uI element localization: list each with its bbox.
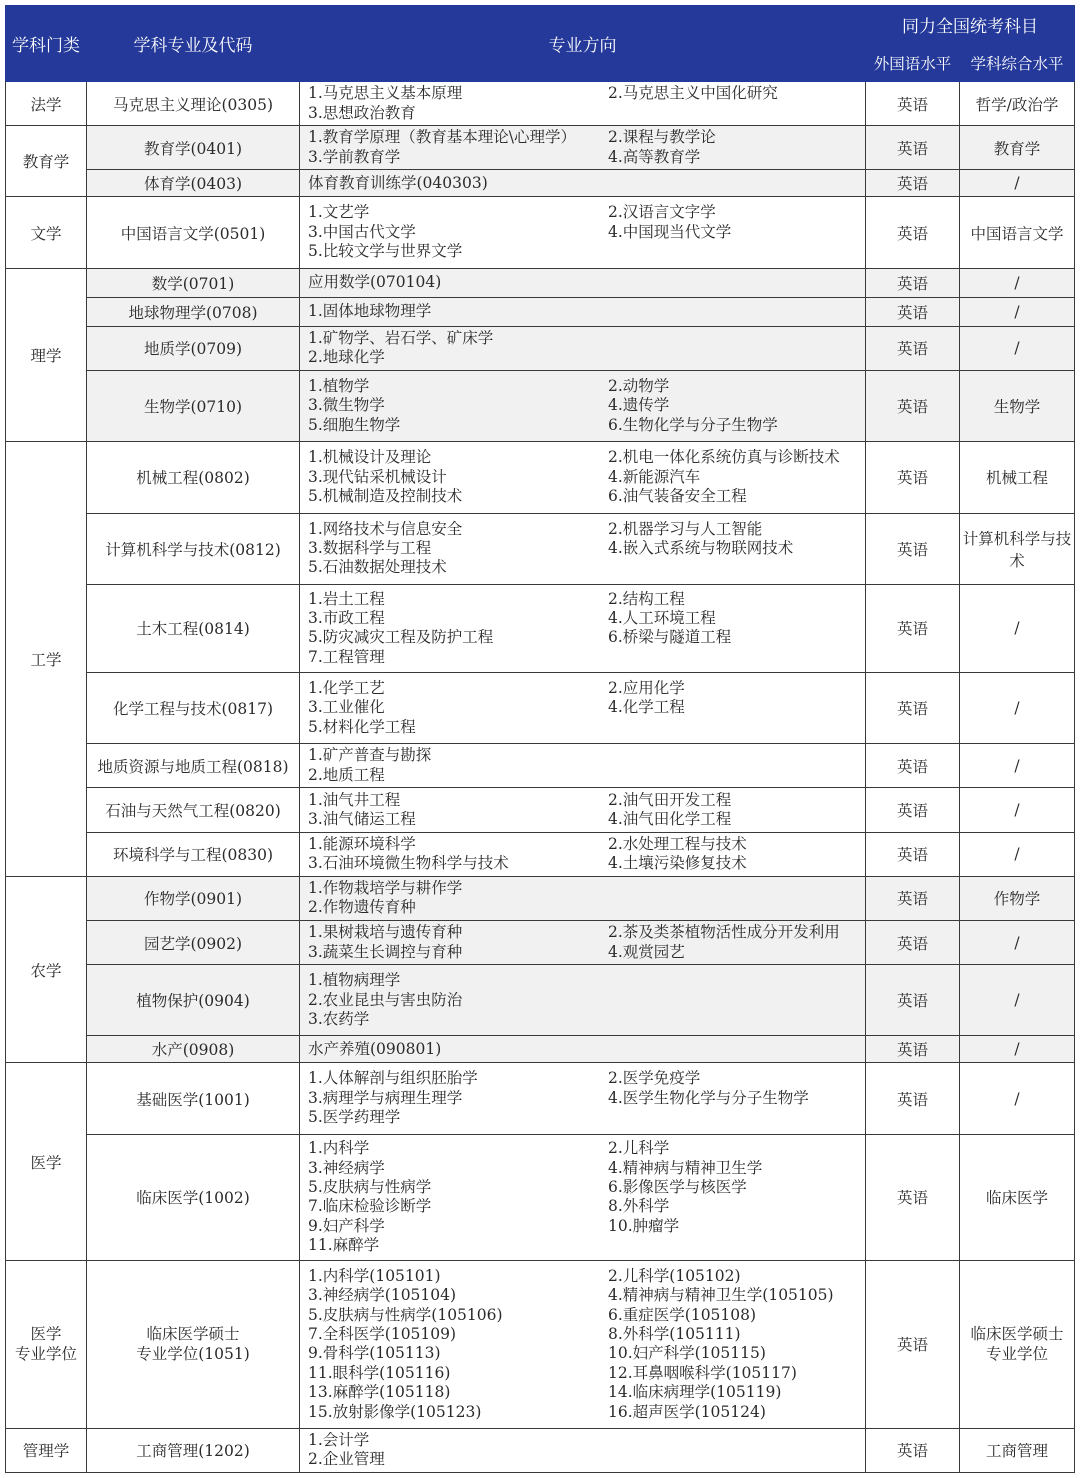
major-cell: 中国语言文学(0501) <box>87 197 300 268</box>
direction-item: 水产养殖(090801) <box>308 1039 442 1058</box>
major-cell <box>87 1261 300 1429</box>
direction-item: 6.影像医学与核医学 <box>608 1178 747 1196</box>
direction-item: 10.肿瘤学 <box>608 1216 680 1235</box>
general-level-cell: / <box>960 920 1075 964</box>
general-line: 专业学位 <box>985 1345 1048 1364</box>
category-cell: 理学 <box>6 268 87 442</box>
foreign-language-cell: 英语 <box>866 82 960 126</box>
direction-item: 3.农药学 <box>308 1009 370 1028</box>
header-general-level: 学科综合水平 <box>960 44 1075 82</box>
direction-cell <box>300 920 866 964</box>
direction-item: 3.学前教育学 <box>308 147 401 166</box>
direction-item: 3.蔬菜生长调控与育种 <box>308 942 463 961</box>
direction-item: 2.应用化学 <box>608 679 685 698</box>
direction-item: 12.耳鼻咽喉科学(105117) <box>608 1363 797 1382</box>
direction-item: 1.果树栽培与遗传育种 <box>308 923 463 942</box>
general-level-cell: 教育学 <box>960 126 1075 170</box>
major-cell: 地质资源与地质工程(0818) <box>87 744 300 788</box>
direction-item: 2.地球化学 <box>308 348 385 367</box>
table-row <box>6 442 1075 513</box>
foreign-language-cell: 英语 <box>866 268 960 297</box>
major-cell: 土木工程(0814) <box>87 584 300 672</box>
foreign-language-cell: 英语 <box>866 584 960 672</box>
direction-item: 1.矿物学、岩石学、矿床学 <box>308 329 494 348</box>
direction-item: 应用数学(070104) <box>308 273 442 291</box>
direction-item: 6.油气装备安全工程 <box>608 487 747 506</box>
foreign-language-cell: 英语 <box>866 965 960 1036</box>
direction-item: 2.油气田开发工程 <box>608 790 732 809</box>
general-level-cell: 临床医学 <box>960 1134 1075 1260</box>
general-level-cell: 哲学/政治学 <box>960 82 1075 126</box>
direction-item: 3.数据科学与工程 <box>308 538 432 557</box>
direction-item: 3.中国古代文学 <box>308 222 416 241</box>
direction-cell <box>300 788 866 832</box>
direction-item: 4.中国现当代文学 <box>608 222 732 241</box>
direction-item: 1.网络技术与信息安全 <box>308 519 463 538</box>
major-cell: 生物学(0710) <box>87 371 300 442</box>
direction-item: 1.文艺学 <box>308 203 370 222</box>
direction-item: 4.观赏园艺 <box>608 942 685 961</box>
foreign-language-cell: 英语 <box>866 371 960 442</box>
major-cell: 地球物理学(0708) <box>87 297 300 326</box>
foreign-language-cell: 英语 <box>866 170 960 197</box>
foreign-language-cell: 英语 <box>866 442 960 513</box>
direction-item: 15.放射影像学(105123) <box>308 1402 482 1421</box>
direction-item: 3.神经病学 <box>308 1158 385 1177</box>
direction-item: 3.现代钻采机械设计 <box>308 467 447 486</box>
direction-item: 3.思想政治教育 <box>308 103 416 122</box>
foreign-language-cell: 英语 <box>866 744 960 788</box>
table-row <box>6 126 1075 170</box>
direction-item: 9.骨科学(105113) <box>308 1344 441 1363</box>
direction-item: 2.马克思主义中国化研究 <box>608 84 778 103</box>
general-level-cell: / <box>960 832 1075 876</box>
general-level-cell <box>960 1261 1075 1429</box>
general-level-cell: / <box>960 268 1075 297</box>
direction-item: 16.超声医学(105124) <box>608 1402 766 1421</box>
direction-item: 2.茶及类茶植物活性成分开发利用 <box>608 923 840 942</box>
major-cell: 环境科学与工程(0830) <box>87 832 300 876</box>
general-level-cell: 生物学 <box>960 371 1075 442</box>
category-cell: 工学 <box>6 442 87 877</box>
direction-cell <box>300 326 866 370</box>
major-cell: 地质学(0709) <box>87 326 300 370</box>
direction-item: 4.土壤污染修复技术 <box>608 854 747 873</box>
category-cell: 法学 <box>6 82 87 126</box>
direction-cell <box>300 1428 866 1472</box>
foreign-language-cell: 英语 <box>866 513 960 584</box>
direction-item: 2.医学免疫学 <box>608 1069 701 1088</box>
direction-cell <box>300 965 866 1036</box>
category-cell: 教育学 <box>6 126 87 197</box>
major-cell: 数学(0701) <box>87 268 300 297</box>
direction-item: 1.植物学 <box>308 377 370 396</box>
direction-cell <box>300 513 866 584</box>
direction-item: 1.内科学(105101) <box>308 1266 441 1285</box>
direction-cell <box>300 876 866 920</box>
direction-item: 2.儿科学(105102) <box>608 1266 741 1285</box>
direction-item: 1.化学工艺 <box>308 679 385 698</box>
subject-table <box>5 5 1075 1473</box>
header-major: 学科专业及代码 <box>87 6 300 82</box>
table-row <box>6 1063 1075 1134</box>
direction-cell <box>300 442 866 513</box>
direction-item: 6.生物化学与分子生物学 <box>608 415 778 434</box>
direction-item: 4.新能源汽车 <box>608 467 701 486</box>
category-cell: 医学 <box>6 1063 87 1261</box>
general-line: 临床医学硕士 <box>970 1325 1064 1344</box>
direction-cell <box>300 197 866 268</box>
direction-cell <box>300 744 866 788</box>
major-cell: 机械工程(0802) <box>87 442 300 513</box>
direction-item: 2.儿科学 <box>608 1139 670 1158</box>
foreign-language-cell: 英语 <box>866 832 960 876</box>
direction-cell <box>300 1036 866 1063</box>
category-cell <box>6 1261 87 1429</box>
direction-cell <box>300 268 866 297</box>
foreign-language-cell: 英语 <box>866 788 960 832</box>
direction-item: 5.材料化学工程 <box>308 717 416 736</box>
direction-item: 5.石油数据处理技术 <box>308 558 447 577</box>
table-row <box>6 1036 1075 1063</box>
direction-item: 1.教育学原理（教育基本理论\心理学） <box>308 128 577 147</box>
direction-item: 7.全科医学(105109) <box>308 1325 457 1344</box>
general-level-cell: / <box>960 673 1075 744</box>
direction-cell <box>300 297 866 326</box>
foreign-language-cell: 英语 <box>866 297 960 326</box>
table-row <box>6 876 1075 920</box>
direction-cell <box>300 673 866 744</box>
foreign-language-cell: 英语 <box>866 876 960 920</box>
direction-item: 1.能源环境科学 <box>308 834 416 853</box>
major-line: 临床医学硕士 <box>146 1325 240 1344</box>
direction-item: 2.机器学习与人工智能 <box>608 519 763 538</box>
direction-item: 3.工业催化 <box>308 698 385 717</box>
table-row <box>6 268 1075 297</box>
direction-item: 5.机械制造及控制技术 <box>308 487 463 506</box>
direction-item: 5.细胞生物学 <box>308 415 401 434</box>
general-level-cell: 计算机科学与技术 <box>960 513 1075 584</box>
direction-item: 4.遗传学 <box>608 396 670 415</box>
foreign-language-cell: 英语 <box>866 920 960 964</box>
direction-cell <box>300 1261 866 1429</box>
table-row <box>6 920 1075 964</box>
header-direction: 专业方向 <box>300 6 866 82</box>
direction-item: 7.临床检验诊断学 <box>308 1197 432 1216</box>
general-level-cell: 作物学 <box>960 876 1075 920</box>
table-row <box>6 584 1075 672</box>
foreign-language-cell: 英语 <box>866 326 960 370</box>
direction-cell <box>300 832 866 876</box>
major-cell: 体育学(0403) <box>87 170 300 197</box>
direction-item: 1.机械设计及理论 <box>308 448 432 467</box>
major-cell: 植物保护(0904) <box>87 965 300 1036</box>
direction-item: 3.病理学与病理生理学 <box>308 1088 463 1107</box>
direction-cell <box>300 1134 866 1260</box>
table-row <box>6 1134 1075 1260</box>
direction-item: 2.动物学 <box>608 377 670 396</box>
direction-item: 2.机电一体化系统仿真与诊断技术 <box>608 448 840 467</box>
category-line: 专业学位 <box>14 1345 77 1364</box>
table-row <box>6 82 1075 126</box>
general-level-cell: / <box>960 326 1075 370</box>
header-foreign-language: 外国语水平 <box>866 44 960 82</box>
direction-item: 11.麻醉学 <box>308 1236 380 1255</box>
direction-item: 3.神经病学(105104) <box>308 1286 457 1305</box>
direction-item: 10.妇产科学(105115) <box>608 1344 766 1363</box>
direction-item: 2.水处理工程与技术 <box>608 834 747 853</box>
direction-item: 5.皮肤病与性病学 <box>308 1178 432 1196</box>
direction-item: 1.人体解剖与组织胚胎学 <box>308 1069 478 1088</box>
table-row <box>6 1261 1075 1429</box>
major-cell: 马克思主义理论(0305) <box>87 82 300 126</box>
direction-cell <box>300 371 866 442</box>
direction-item: 5.防灾减灾工程及防护工程 <box>308 628 494 647</box>
major-cell: 化学工程与技术(0817) <box>87 673 300 744</box>
foreign-language-cell: 英语 <box>866 1036 960 1063</box>
direction-cell <box>300 82 866 126</box>
direction-item: 1.岩土工程 <box>308 589 385 608</box>
major-cell: 园艺学(0902) <box>87 920 300 964</box>
direction-item: 14.临床病理学(105119) <box>608 1383 782 1402</box>
direction-item: 2.企业管理 <box>308 1450 385 1469</box>
general-level-cell: / <box>960 170 1075 197</box>
foreign-language-cell: 英语 <box>866 673 960 744</box>
table-row <box>6 326 1075 370</box>
general-level-cell: 机械工程 <box>960 442 1075 513</box>
direction-item: 4.油气田化学工程 <box>608 810 732 829</box>
major-cell: 作物学(0901) <box>87 876 300 920</box>
category-cell: 农学 <box>6 876 87 1063</box>
direction-item: 体育教育训练学(040303) <box>308 173 488 192</box>
table-row <box>6 513 1075 584</box>
direction-item: 8.外科学(105111) <box>608 1325 741 1344</box>
direction-item: 5.皮肤病与性病学(105106) <box>308 1305 503 1324</box>
direction-item: 1.会计学 <box>308 1430 370 1449</box>
table-row <box>6 965 1075 1036</box>
category-cell: 管理学 <box>6 1428 87 1472</box>
direction-item: 7.工程管理 <box>308 647 385 666</box>
major-cell: 石油与天然气工程(0820) <box>87 788 300 832</box>
foreign-language-cell: 英语 <box>866 1428 960 1472</box>
direction-item: 4.医学生物化学与分子生物学 <box>608 1088 809 1107</box>
direction-item: 3.油气储运工程 <box>308 810 416 829</box>
foreign-language-cell: 英语 <box>866 1261 960 1429</box>
general-level-cell: 中国语言文学 <box>960 197 1075 268</box>
general-level-cell: / <box>960 584 1075 672</box>
direction-item: 6.重症医学(105108) <box>608 1305 757 1324</box>
major-line: 专业学位(1051) <box>136 1345 250 1364</box>
major-cell: 教育学(0401) <box>87 126 300 170</box>
header-exam: 同力全国统考科目 <box>866 6 1075 44</box>
general-level-cell: / <box>960 1036 1075 1063</box>
direction-item: 2.汉语言文字学 <box>608 203 716 222</box>
direction-item: 3.市政工程 <box>308 609 385 627</box>
general-level-cell: / <box>960 965 1075 1036</box>
general-level-cell: / <box>960 744 1075 788</box>
direction-item: 1.固体地球物理学 <box>308 302 432 321</box>
table-row <box>6 297 1075 326</box>
major-cell: 基础医学(1001) <box>87 1063 300 1134</box>
foreign-language-cell: 英语 <box>866 197 960 268</box>
foreign-language-cell: 英语 <box>866 126 960 170</box>
direction-cell <box>300 584 866 672</box>
table-row <box>6 744 1075 788</box>
direction-item: 6.桥梁与隧道工程 <box>608 628 732 647</box>
major-cell: 计算机科学与技术(0812) <box>87 513 300 584</box>
major-cell: 工商管理(1202) <box>87 1428 300 1472</box>
direction-item: 4.精神病与精神卫生学 <box>608 1158 763 1177</box>
direction-item: 13.麻醉学(105118) <box>308 1383 451 1402</box>
table-row <box>6 1428 1075 1472</box>
direction-item: 1.油气井工程 <box>308 790 401 809</box>
table-row <box>6 673 1075 744</box>
category-line: 医学 <box>30 1325 62 1344</box>
table-row <box>6 170 1075 197</box>
direction-item: 4.人工环境工程 <box>608 609 716 627</box>
header-category: 学科门类 <box>6 6 87 82</box>
direction-item: 4.化学工程 <box>608 698 685 717</box>
general-level-cell: / <box>960 788 1075 832</box>
direction-item: 1.内科学 <box>308 1139 370 1158</box>
direction-item: 2.作物遗传育种 <box>308 898 416 917</box>
direction-item: 8.外科学 <box>608 1197 670 1216</box>
direction-item: 1.马克思主义基本原理 <box>308 84 463 103</box>
table-row <box>6 371 1075 442</box>
foreign-language-cell: 英语 <box>866 1063 960 1134</box>
direction-cell <box>300 126 866 170</box>
major-cell: 水产(0908) <box>87 1036 300 1063</box>
general-level-cell: / <box>960 297 1075 326</box>
direction-item: 4.高等教育学 <box>608 147 701 166</box>
general-level-cell: 工商管理 <box>960 1428 1075 1472</box>
direction-item: 1.作物栽培学与耕作学 <box>308 878 463 897</box>
subject-table-container <box>5 5 1074 1473</box>
direction-item: 3.石油环境微生物科学与技术 <box>308 854 509 873</box>
direction-item: 2.地质工程 <box>308 765 385 784</box>
direction-item: 2.结构工程 <box>608 589 685 608</box>
category-cell: 文学 <box>6 197 87 268</box>
direction-cell <box>300 170 866 197</box>
foreign-language-cell: 英语 <box>866 1134 960 1260</box>
direction-item: 5.比较文学与世界文学 <box>308 242 463 261</box>
table-row <box>6 788 1075 832</box>
direction-item: 4.精神病与精神卫生学(105105) <box>608 1286 834 1305</box>
direction-item: 2.课程与教学论 <box>608 128 716 147</box>
general-level-cell: / <box>960 1063 1075 1134</box>
table-row <box>6 197 1075 268</box>
major-cell: 临床医学(1002) <box>87 1134 300 1260</box>
direction-item: 1.植物病理学 <box>308 971 401 990</box>
direction-item: 1.矿产普查与勘探 <box>308 746 432 765</box>
direction-item: 11.眼科学(105116) <box>308 1363 451 1382</box>
direction-item: 9.妇产科学 <box>308 1216 385 1235</box>
direction-item: 2.农业昆虫与害虫防治 <box>308 990 463 1009</box>
direction-cell <box>300 1063 866 1134</box>
direction-item: 5.医学药理学 <box>308 1108 401 1127</box>
direction-item: 3.微生物学 <box>308 396 385 415</box>
direction-item: 4.嵌入式系统与物联网技术 <box>608 538 794 557</box>
table-row <box>6 832 1075 876</box>
